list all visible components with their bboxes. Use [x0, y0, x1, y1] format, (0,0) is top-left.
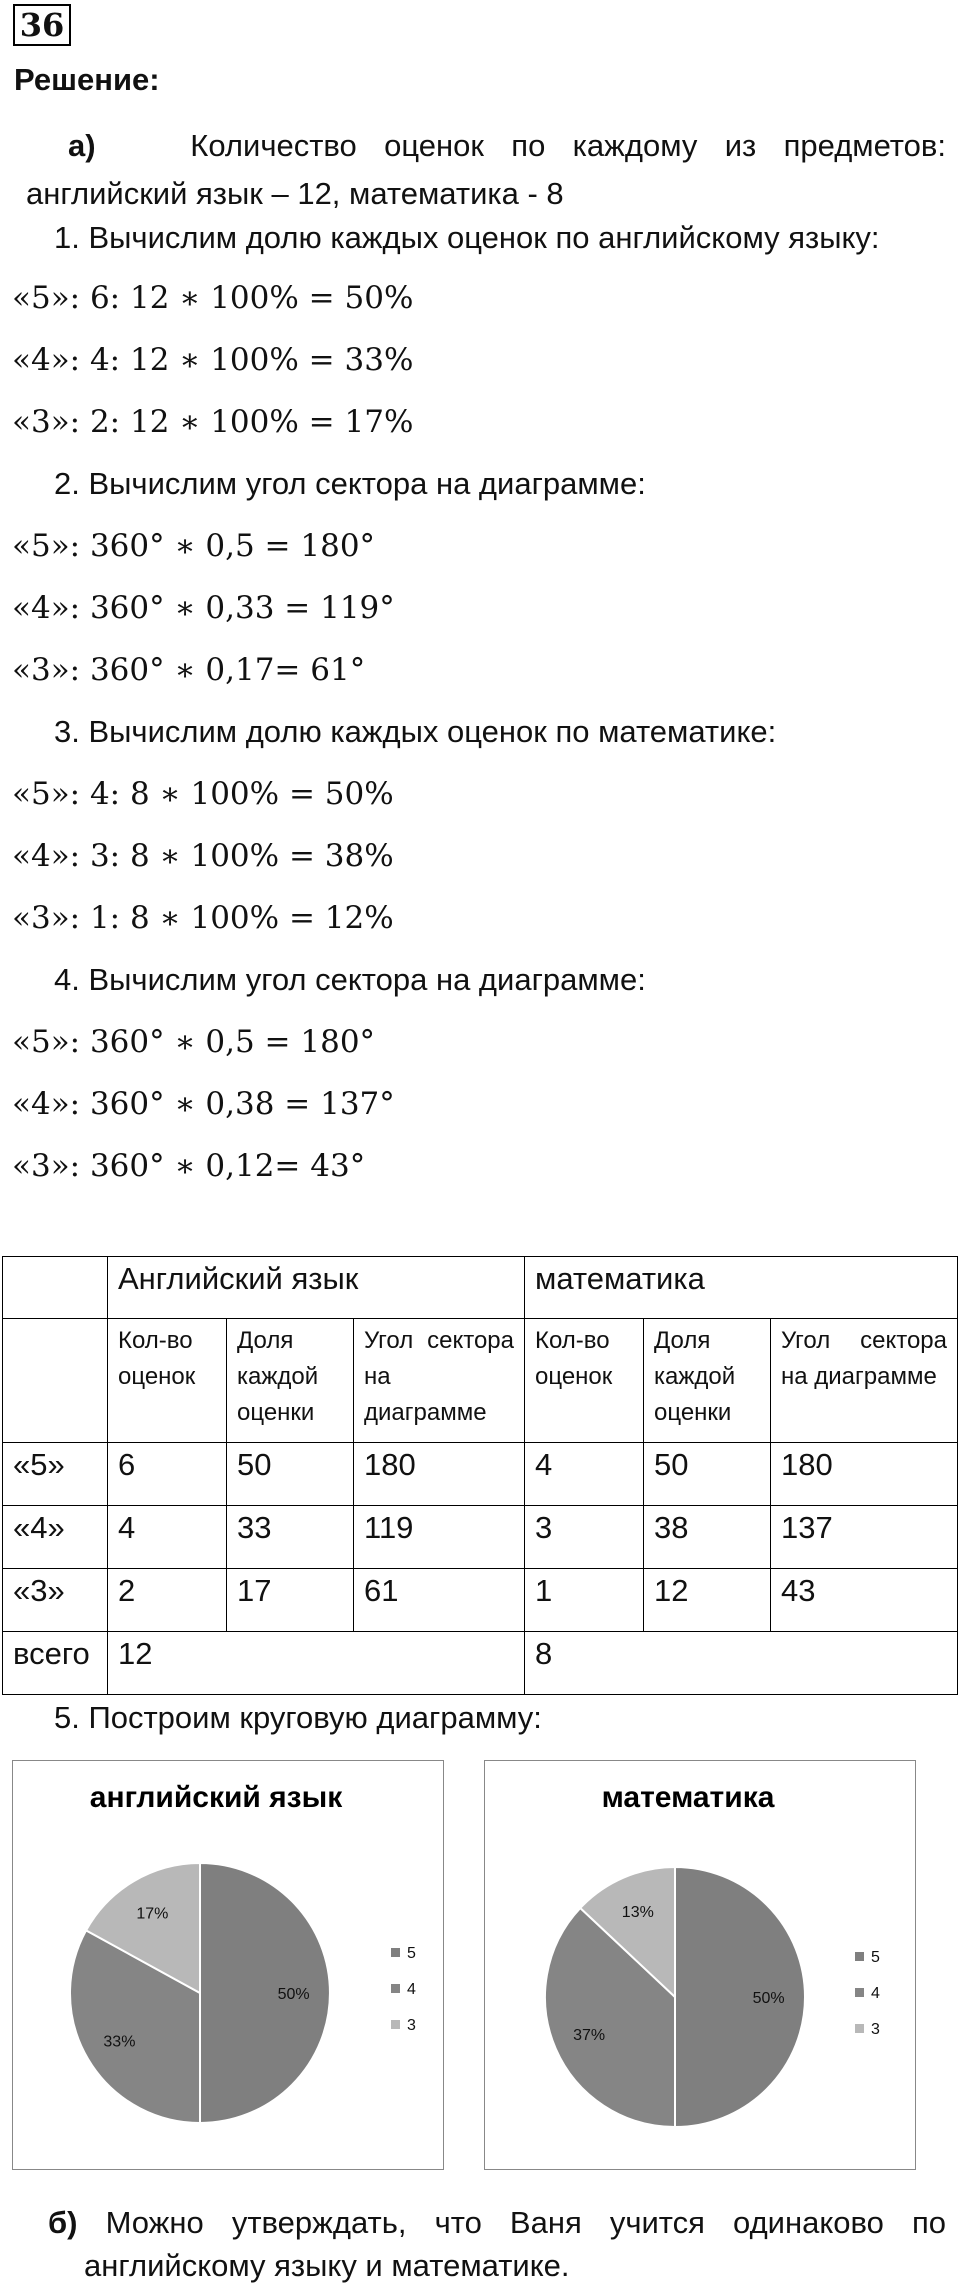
table-cell: 12: [644, 1569, 771, 1632]
step-4-formula-5: «5»: 360° ∗ 0,5 = 180°: [12, 1024, 376, 1060]
table-col-share-math: Доля каждой оценки: [644, 1319, 771, 1443]
table-total-label: всего: [3, 1632, 108, 1695]
part-a-intro-line2: английский язык – 12, математика - 8: [26, 176, 564, 211]
table-cell: 3: [525, 1506, 644, 1569]
legend-label-5: 5: [871, 1949, 880, 1966]
chart-math-svg: [485, 1761, 915, 2169]
legend-label-5: 5: [407, 1945, 416, 1962]
legend-swatch-3: [855, 2024, 864, 2033]
solution-title: Решение:: [14, 62, 160, 97]
table-cell: 2: [108, 1569, 227, 1632]
chart-title: английский язык: [89, 1781, 343, 1814]
table-cell: 137: [771, 1506, 958, 1569]
pie-slice-5: [200, 1863, 330, 2123]
chart-english-svg: [13, 1761, 443, 2169]
problem-number: 36: [13, 4, 71, 46]
table-cell: 17: [227, 1569, 354, 1632]
part-b-label: б): [48, 2205, 78, 2240]
step-1-formula-4: «4»: 4: 12 ∗ 100% = 33%: [12, 342, 414, 378]
part-a-label: а): [68, 128, 96, 163]
table-header-row: [3, 1257, 958, 1319]
table-cell: 61: [354, 1569, 525, 1632]
legend-swatch-4: [855, 1988, 864, 1997]
step-5-heading: 5. Построим круговую диаграмму:: [54, 1700, 542, 1735]
step-3-heading: 3. Вычислим долю каждых оценок по математике:: [54, 714, 777, 749]
table-cell: 1: [525, 1569, 644, 1632]
legend-label-3: 3: [871, 2021, 880, 2038]
table-cell: 6: [108, 1443, 227, 1506]
table-row: [3, 1443, 958, 1506]
part-b-line1: [48, 2205, 946, 2241]
part-a-intro-line1: [68, 128, 946, 164]
legend-swatch-5: [855, 1952, 864, 1961]
legend-label-4: 4: [871, 1985, 880, 2002]
table-col-angle-math: Угол сектора на диаграмме: [771, 1319, 958, 1443]
step-3-formula-4: «4»: 3: 8 ∗ 100% = 38%: [12, 838, 394, 874]
table-cell: 180: [354, 1443, 525, 1506]
table-total-row: [3, 1632, 958, 1695]
table-row: [3, 1569, 958, 1632]
table-subheader-row: [3, 1319, 958, 1443]
table-subject-english: Английский язык: [108, 1257, 525, 1319]
step-3-formula-3: «3»: 1: 8 ∗ 100% = 12%: [12, 900, 394, 936]
pie-data-label: 50%: [277, 1986, 310, 2003]
pie-data-label: 37%: [573, 2027, 606, 2045]
table-subject-math: математика: [525, 1257, 958, 1319]
table-cell: 50: [227, 1443, 354, 1506]
table-cell: 43: [771, 1569, 958, 1632]
table-col-share-english: Доля каждой оценки: [227, 1319, 354, 1443]
step-1-formula-5: «5»: 6: 12 ∗ 100% = 50%: [12, 280, 414, 316]
grades-table: [2, 1256, 958, 1695]
table-col-count-math: Кол-во оценок: [525, 1319, 644, 1443]
chart-title: математика: [601, 1781, 775, 1814]
pie-slice-5: [675, 1867, 805, 2127]
chart-math: [484, 1760, 916, 2170]
table-row-label: «3»: [3, 1569, 108, 1632]
legend-label-3: 3: [407, 2017, 416, 2034]
step-2-heading: 2. Вычислим угол сектора на диаграмме:: [54, 466, 646, 501]
part-b-text: Можно утверждать, что Ваня учится одинаково по: [105, 2205, 946, 2240]
legend-label-4: 4: [407, 1981, 416, 1998]
step-1-formula-3: «3»: 2: 12 ∗ 100% = 17%: [12, 404, 414, 440]
step-4-heading: 4. Вычислим угол сектора на диаграмме:: [54, 962, 646, 997]
part-b-line2: английскому языку и математике.: [84, 2248, 570, 2283]
table-row-label: «5»: [3, 1443, 108, 1506]
table-cell: 38: [644, 1506, 771, 1569]
table-corner-cell: [3, 1257, 108, 1319]
table-cell: 180: [771, 1443, 958, 1506]
chart-english: [12, 1760, 444, 2170]
part-a-intro-text: Количество оценок по каждому из предметов:: [190, 128, 946, 163]
pie-data-label: 17%: [136, 1905, 169, 1923]
step-3-formula-5: «5»: 4: 8 ∗ 100% = 50%: [12, 776, 394, 812]
table-row-label: «4»: [3, 1506, 108, 1569]
table-cell: 4: [525, 1443, 644, 1506]
pie-data-label: 50%: [752, 1990, 785, 2007]
table-empty-cell: [3, 1319, 108, 1443]
legend-swatch-3: [391, 2020, 400, 2029]
step-4-formula-3: «3»: 360° ∗ 0,12= 43°: [12, 1148, 366, 1184]
step-4-formula-4: «4»: 360° ∗ 0,38 = 137°: [12, 1086, 395, 1122]
table-cell: 33: [227, 1506, 354, 1569]
table-col-count-english: Кол-во оценок: [108, 1319, 227, 1443]
table-total-english: 12: [108, 1632, 525, 1695]
step-2-formula-3: «3»: 360° ∗ 0,17= 61°: [12, 652, 366, 688]
table-cell: 50: [644, 1443, 771, 1506]
table-col-angle-english: Угол сектора на диаграмме: [354, 1319, 525, 1443]
step-1-heading: 1. Вычислим долю каждых оценок по английскому языку:: [54, 220, 880, 255]
table-cell: 4: [108, 1506, 227, 1569]
step-2-formula-4: «4»: 360° ∗ 0,33 = 119°: [12, 590, 395, 626]
legend-swatch-5: [391, 1948, 400, 1957]
pie-data-label: 33%: [103, 2033, 136, 2051]
pie-data-label: 13%: [621, 1904, 654, 1922]
step-2-formula-5: «5»: 360° ∗ 0,5 = 180°: [12, 528, 376, 564]
legend-swatch-4: [391, 1984, 400, 1993]
table-row: [3, 1506, 958, 1569]
table-total-math: 8: [525, 1632, 958, 1695]
table-cell: 119: [354, 1506, 525, 1569]
